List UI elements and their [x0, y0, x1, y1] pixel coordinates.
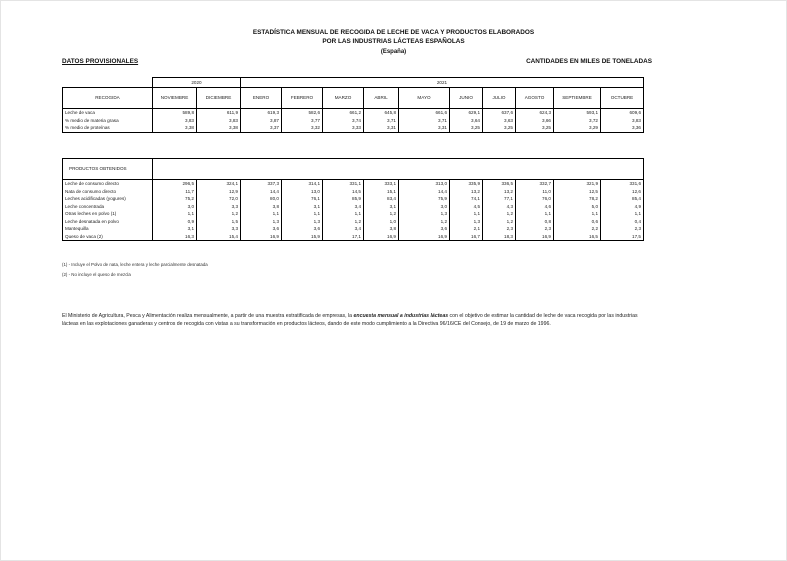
cell-value: 16,9 — [399, 233, 450, 241]
cell-value: 1,3 — [241, 218, 282, 226]
cell-value: 3,4 — [323, 225, 364, 233]
cell-value: 661,2 — [323, 109, 364, 117]
cell-value: 1,1 — [601, 210, 644, 218]
row-label: Queso de vaca (2) — [63, 233, 153, 241]
cell-value: 3,64 — [450, 117, 483, 125]
cell-value: 336,5 — [483, 180, 516, 188]
cell-value: 15,4 — [197, 233, 241, 241]
table-row — [63, 188, 644, 196]
cell-value: 83,4 — [364, 195, 399, 203]
table-row — [63, 218, 644, 226]
cell-value: 78,2 — [554, 195, 601, 203]
cell-value: 624,3 — [516, 109, 554, 117]
cell-value: 1,2 — [323, 218, 364, 226]
cell-value: 1,3 — [399, 210, 450, 218]
cell-value: 3,3 — [197, 225, 241, 233]
month-header: SEPTIEMBRE — [554, 88, 601, 109]
cell-value: 3,8 — [241, 203, 282, 211]
cell-value: 16,7 — [450, 233, 483, 241]
cell-value: 1,0 — [364, 218, 399, 226]
cell-value: 16,9 — [241, 233, 282, 241]
cell-value: 582,6 — [282, 109, 323, 117]
cell-value: 3,6 — [399, 225, 450, 233]
cell-value: 1,1 — [241, 210, 282, 218]
cell-value: 0,9 — [153, 218, 197, 226]
cell-value: 3,0 — [399, 203, 450, 211]
cell-value: 3,74 — [323, 117, 364, 125]
cell-value: 18,3 — [483, 233, 516, 241]
cell-value: 3,33 — [323, 124, 364, 132]
cell-value: 611,9 — [197, 109, 241, 117]
cell-value: 3,25 — [516, 124, 554, 132]
footnote-1: (1) - Incluye el Polvo de nata, leche entera y leche parcialmente desnatada — [62, 262, 208, 267]
cell-value: 1,1 — [153, 210, 197, 218]
cell-value: 1,1 — [282, 210, 323, 218]
cell-value: 16,9 — [364, 233, 399, 241]
table-row — [63, 195, 644, 203]
cell-value: 12,9 — [197, 188, 241, 196]
paragraph-text-1: El Ministerio de Agricultura, Pesca y Alimentación realiza mensualmente, a partir de una muestra estratificada de empresas, la — [62, 313, 354, 319]
paragraph-text-2: con el objetivo de estimar la cantidad de leche de vaca recogida por las industrias lácteas en las explotaciones ganaderas y centros de recogida con vistas a su transformación en productos lácteos, dando de este modo cumplimiento a la Directiva 96/16/CE del Consejo, de 19 de marzo de 1996. — [62, 313, 638, 328]
month-header: JUNIO — [450, 88, 483, 109]
cell-value: 333,1 — [364, 180, 399, 188]
cell-value: 16,5 — [554, 233, 601, 241]
table-row — [63, 117, 644, 125]
month-header: ABRIL — [364, 88, 399, 109]
row-label: % medio de proteínas — [63, 124, 153, 132]
cell-value: 313,0 — [399, 180, 450, 188]
cell-value: 3,6 — [241, 225, 282, 233]
table-row — [63, 180, 644, 188]
table-row — [63, 210, 644, 218]
cell-value: 1,3 — [282, 218, 323, 226]
row-label: Leche concentrada — [63, 203, 153, 211]
cell-value: 331,6 — [601, 180, 644, 188]
cell-value: 637,6 — [483, 109, 516, 117]
cell-value: 76,0 — [516, 195, 554, 203]
cell-value: 3,71 — [399, 117, 450, 125]
provisional-label: DATOS PROVISIONALES — [62, 58, 139, 65]
table-row — [63, 109, 644, 117]
cell-value: 11,0 — [516, 188, 554, 196]
cell-value: 15,1 — [364, 188, 399, 196]
cell-value: 1,2 — [399, 218, 450, 226]
cell-value: 1,3 — [450, 218, 483, 226]
cell-value: 85,4 — [601, 195, 644, 203]
cell-value: 3,0 — [153, 203, 197, 211]
cell-value: 0,8 — [516, 218, 554, 226]
cell-value: 11,7 — [153, 188, 197, 196]
cell-value: 75,9 — [399, 195, 450, 203]
cell-value: 3,71 — [364, 117, 399, 125]
cell-value: 1,1 — [516, 210, 554, 218]
cell-value: 3,29 — [554, 124, 601, 132]
cell-value: 4,3 — [483, 203, 516, 211]
cell-value: 3,1 — [153, 225, 197, 233]
cell-value: 17,1 — [323, 233, 364, 241]
cell-value: 4,9 — [601, 203, 644, 211]
title-line-1: ESTADÍSTICA MENSUAL DE RECOGIDA DE LECHE DE VACA Y PRODUCTOS ELABORADOS — [252, 29, 535, 36]
title-line-3: (España) — [380, 49, 407, 55]
productos-table — [62, 158, 644, 241]
year-2021: 2021 — [241, 78, 644, 88]
row-label: Leche desnatada en polvo — [63, 218, 153, 226]
recogida-header: RECOGIDA — [63, 88, 153, 109]
cell-value: 3,66 — [516, 117, 554, 125]
cell-value: 74,1 — [450, 195, 483, 203]
cell-value: 332,7 — [516, 180, 554, 188]
row-label: % medio de materia grasa — [63, 117, 153, 125]
cell-value: 80,0 — [241, 195, 282, 203]
cell-value: 589,8 — [153, 109, 197, 117]
cell-value: 3,25 — [483, 124, 516, 132]
cell-value: 1,2 — [483, 218, 516, 226]
table-row — [63, 124, 644, 132]
recogida-table — [62, 77, 644, 133]
cell-value: 2,3 — [516, 225, 554, 233]
title-line-2: POR LAS INDUSTRIAS LÁCTEAS ESPAÑOLAS — [322, 38, 465, 45]
cell-value: 1,1 — [450, 210, 483, 218]
cell-value: 14,5 — [323, 188, 364, 196]
cell-value: 0,6 — [554, 218, 601, 226]
cell-value: 12,5 — [554, 188, 601, 196]
row-label: Nata de consumo directo — [63, 188, 153, 196]
paragraph-emphasis: encuesta mensual a industrias lácteas — [353, 313, 449, 319]
cell-value: 3,83 — [197, 117, 241, 125]
units-label: CANTIDADES EN MILES DE TONELADAS — [526, 58, 652, 65]
cell-value: 3,77 — [282, 117, 323, 125]
cell-value: 2,2 — [554, 225, 601, 233]
cell-value: 3,32 — [282, 124, 323, 132]
cell-value: 3,4 — [323, 203, 364, 211]
cell-value: 2,1 — [450, 225, 483, 233]
cell-value: 3,83 — [601, 117, 644, 125]
cell-value: 321,9 — [554, 180, 601, 188]
cell-value: 296,5 — [153, 180, 197, 188]
cell-value: 4,6 — [516, 203, 554, 211]
cell-value: 331,1 — [323, 180, 364, 188]
cell-value: 13,2 — [450, 188, 483, 196]
cell-value: 1,2 — [364, 210, 399, 218]
month-header: NOVIEMBRE — [153, 88, 197, 109]
year-2020: 2020 — [153, 78, 241, 88]
cell-value: 14,4 — [399, 188, 450, 196]
cell-value: 3,1 — [364, 203, 399, 211]
month-header: MARZO — [323, 88, 364, 109]
table-row — [63, 225, 644, 233]
cell-value: 3,31 — [364, 124, 399, 132]
cell-value: 3,83 — [153, 117, 197, 125]
cell-value: 4,5 — [450, 203, 483, 211]
cell-value: 15,9 — [282, 233, 323, 241]
month-header-row — [63, 88, 644, 109]
table-row — [63, 233, 644, 241]
month-header: DICIEMBRE — [197, 88, 241, 109]
cell-value: 3,25 — [450, 124, 483, 132]
cell-value: 3,8 — [364, 225, 399, 233]
cell-value: 2,3 — [601, 225, 644, 233]
cell-value: 619,3 — [241, 109, 282, 117]
cell-value: 3,36 — [601, 124, 644, 132]
cell-value: 2,3 — [483, 225, 516, 233]
cell-value: 85,9 — [323, 195, 364, 203]
footnote-2: (2) - No incluye el queso de mezcla — [62, 272, 131, 277]
cell-value: 645,8 — [364, 109, 399, 117]
cell-value: 609,6 — [601, 109, 644, 117]
cell-value: 324,1 — [197, 180, 241, 188]
cell-value: 14,4 — [241, 188, 282, 196]
cell-value: 5,0 — [554, 203, 601, 211]
row-label: Otras leches en polvo (1) — [63, 210, 153, 218]
cell-value: 335,9 — [450, 180, 483, 188]
cell-value: 661,6 — [399, 109, 450, 117]
cell-value: 337,3 — [241, 180, 282, 188]
month-header: AGOSTO — [516, 88, 554, 109]
cell-value: 76,1 — [282, 195, 323, 203]
cell-value: 629,1 — [450, 109, 483, 117]
cell-value: 77,1 — [483, 195, 516, 203]
cell-value: 3,3 — [197, 203, 241, 211]
month-header: FEBRERO — [282, 88, 323, 109]
cell-value: 593,1 — [554, 109, 601, 117]
cell-value: 16,9 — [516, 233, 554, 241]
cell-value: 3,38 — [153, 124, 197, 132]
cell-value: 13,0 — [282, 188, 323, 196]
row-label: Leche de consumo directo — [63, 180, 153, 188]
year-row — [63, 78, 644, 88]
row-label: Leche de vaca — [63, 109, 153, 117]
cell-value: 3,6 — [282, 225, 323, 233]
productos-header: PRODUCTOS OBTENIDOS — [63, 159, 153, 180]
cell-value: 3,38 — [197, 124, 241, 132]
cell-value: 1,2 — [483, 210, 516, 218]
row-label: Leches acidificadas (yogures) — [63, 195, 153, 203]
cell-value: 3,1 — [282, 203, 323, 211]
row-label: Mantequilla — [63, 225, 153, 233]
cell-value: 1,1 — [323, 210, 364, 218]
cell-value: 17,5 — [601, 233, 644, 241]
cell-value: 3,31 — [399, 124, 450, 132]
month-header: ENERO — [241, 88, 282, 109]
cell-value: 3,72 — [554, 117, 601, 125]
cell-value: 3,63 — [483, 117, 516, 125]
cell-value: 72,0 — [197, 195, 241, 203]
cell-value: 3,37 — [241, 124, 282, 132]
cell-value: 0,4 — [601, 218, 644, 226]
methodology-paragraph — [62, 312, 654, 328]
cell-value: 75,2 — [153, 195, 197, 203]
cell-value: 1,5 — [197, 218, 241, 226]
month-header: JULIO — [483, 88, 516, 109]
month-header: OCTUBRE — [601, 88, 644, 109]
month-header: MAYO — [399, 88, 450, 109]
cell-value: 1,1 — [554, 210, 601, 218]
cell-value: 13,2 — [483, 188, 516, 196]
cell-value: 1,2 — [197, 210, 241, 218]
cell-value: 3,87 — [241, 117, 282, 125]
table-row — [63, 203, 644, 211]
cell-value: 314,1 — [282, 180, 323, 188]
cell-value: 16,3 — [153, 233, 197, 241]
cell-value: 12,6 — [601, 188, 644, 196]
